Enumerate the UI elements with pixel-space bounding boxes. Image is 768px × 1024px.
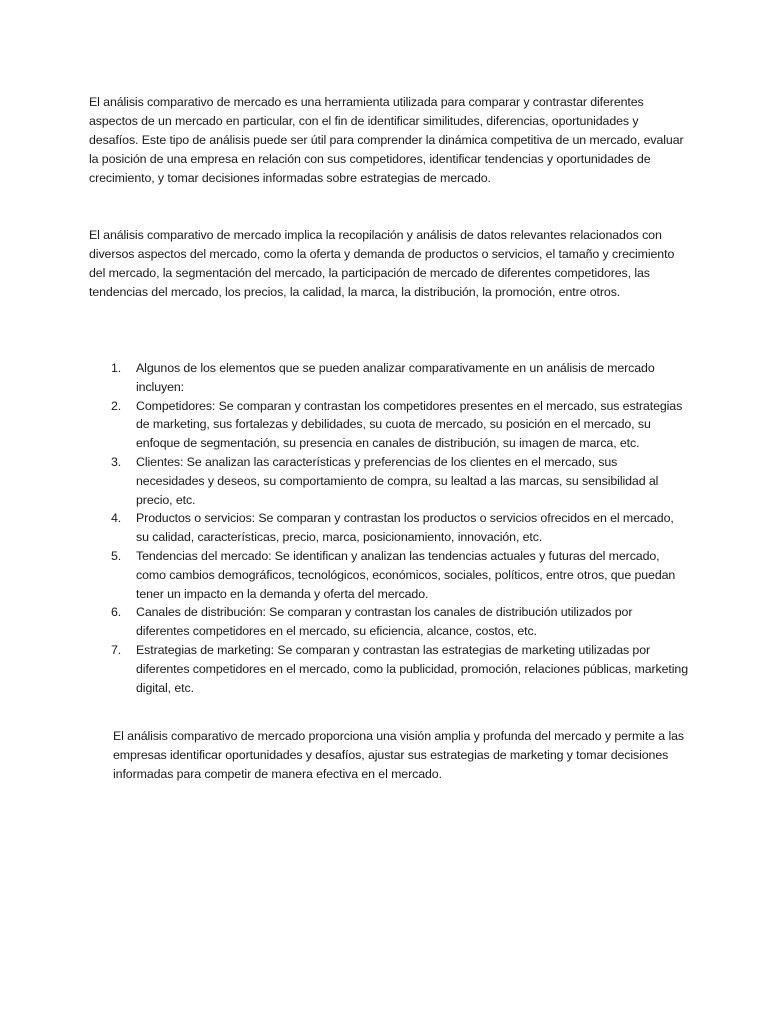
list-item-number: 1. [111,361,122,375]
list-item [89,547,689,603]
list-item-number: 4. [111,511,122,526]
list-item [89,509,689,547]
list-item [89,397,689,453]
list-item [89,641,689,697]
list-item-text: Estrategias de marketing: Se comparan y contrastan las estrategias de marketing utilizadas por diferentes competidores en el mercado, como la publicidad, promoción, relaciones públicas, marketing digital, etc. [136,642,689,695]
list-item-number: 3. [111,454,122,469]
list-item-text: Tendencias del mercado: Se identifican y analizan las tendencias actuales y futuras del mercado, como cambios demográficos, tecnológicos, económicos, sociales, políticos, entre otros, que puedan tener un impacto en la demanda y oferta del mercado. [136,548,676,601]
list-item-number: 2. [111,398,122,413]
list-item-text: Algunos de los elementos que se pueden analizar comparativamente en un análisis de mercado incluyen: [136,361,655,394]
paragraph-data-collection: El análisis comparativo de mercado implica la recopilación y análisis de datos relevantes relacionados con diversos aspectos del mercado, como la oferta y demanda de productos o servicios, el tamaño y crecimiento del mercado, la segmentación del mercado, la participación de mercado de diferentes competidores, las tendencias del mercado, los precios, la calidad, la marca, la distribución, la promoción, entre otros. [89,228,675,299]
list-item-text: Clientes: Se analizan las características y preferencias de los clientes en el mercado, sus necesidades y deseos, su comportamiento de compra, su lealtad a las marcas, su sensibilidad al precio, etc. [136,454,659,507]
numbered-list [89,359,689,697]
list-item-text: Canales de distribución: Se comparan y contrastan los canales de distribución utilizados por diferentes competidores en el mercado, su eficiencia, alcance, costos, etc. [136,605,633,639]
list-item-number: 6. [111,605,122,620]
list-item [89,359,689,397]
paragraph-closing: El análisis comparativo de mercado proporciona una visión amplia y profunda del mercado y permite a las empresas identificar oportunidades y desafíos, ajustar sus estrategias de marketing y tomar decisiones informadas para competir de manera efectiva en el mercado. [113,729,684,781]
list-item-number: 7. [111,642,122,657]
list-item-text: Competidores: Se comparan y contrastan los competidores presentes en el mercado, sus estrategias de marketing, sus fortalezas y debilidades, su cuota de mercado, su posición en el mercado, su enfoque de segmentación, su presencia en canales de distribución, su imagen de marca, etc. [136,398,683,451]
list-item-text: Productos o servicios: Se comparan y contrastan los productos o servicios ofrecidos en el mercado, su calidad, características, precio, marca, posicionamiento, innovación, etc. [136,511,674,545]
paragraph-intro: El análisis comparativo de mercado es una herramienta utilizada para comparar y contrastar diferentes aspectos de un mercado en particular, con el fin de identificar similitudes, diferencias, oportunidades y desafíos. Este tipo de análisis puede ser útil para comprender la dinámica competitiva de un mercado, evaluar la posición de una empresa en relación con sus competidores, identificar tendencias y oportunidades de crecimiento, y tomar decisiones informadas sobre estrategias de mercado. [89,95,684,185]
list-item [89,603,689,641]
list-item [89,453,689,509]
list-item-number: 5. [111,548,122,563]
